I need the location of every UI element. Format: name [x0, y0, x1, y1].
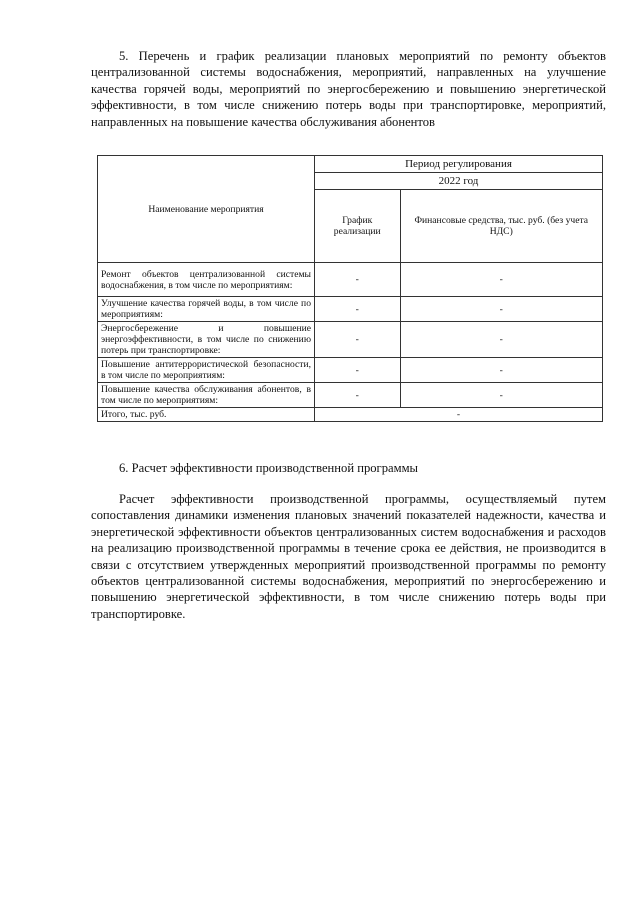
table-row	[98, 322, 603, 358]
section-5-heading: 5. Перечень и график реализации плановых мероприятий по ремонту объектов централизованной системы водоснабжения, мероприятий, направленных на улучшение качества горячей воды, мероприятий по энергосбережению и повышению энергетической эффективности, в том числе снижению потерь воды при транспортировке, мероприятий, направленных на повышение качества обслуживания абонентов	[91, 49, 606, 129]
section-6-body: Расчет эффективности производственной программы, осуществляемый путем сопоставления динамики изменения плановых значений показателей надежности, качества и энергетической эффективности объектов централизованных систем водоснабжения и расходов на реализацию производственной программы в течение срока ее действия, не производится в связи с отсутствием утвержденных мероприятий производственной программы по ремонту объектов централизованной системы водоснабжения, мероприятий по энергосбережению и повышению энергетической эффективности, в том числе снижению потерь воды при транспортировке.	[91, 492, 606, 621]
row-schedule-value: -	[315, 263, 401, 297]
row-activity-name: Ремонт объектов централизованной системы водоснабжения, в том числе по мероприятиям:	[98, 263, 315, 297]
table-row	[98, 383, 603, 408]
row-schedule-value: -	[315, 297, 401, 322]
row-schedule-value: -	[315, 383, 401, 408]
row-finance-value: -	[400, 322, 603, 358]
row-activity-name: Повышение антитеррористической безопасности, в том числе по мероприятиям:	[98, 358, 315, 383]
row-finance-value: -	[400, 358, 603, 383]
table-row	[98, 358, 603, 383]
row-finance-value: -	[400, 297, 603, 322]
row-schedule-value: -	[315, 322, 401, 358]
row-activity-name: Энергосбережение и повышение энергоэффективности, в том числе по снижению потерь при транспортировке:	[98, 322, 315, 358]
table-row	[98, 297, 603, 322]
activities-table	[97, 155, 603, 422]
section-6-heading: 6. Расчет эффективности производственной программы	[119, 461, 418, 475]
row-activity-name: Повышение качества обслуживания абонентов, в том числе по мероприятиям:	[98, 383, 315, 408]
finance-column-header: Финансовые средства, тыс. руб. (без учета НДС)	[400, 190, 603, 263]
total-label: Итого, тыс. руб.	[98, 408, 315, 422]
row-schedule-value: -	[315, 358, 401, 383]
schedule-column-header: График реализации	[315, 190, 401, 263]
activity-name-column-header: Наименование мероприятия	[98, 156, 315, 263]
total-value: -	[315, 408, 603, 422]
row-finance-value: -	[400, 263, 603, 297]
regulation-period-header: Период регулирования	[315, 156, 603, 173]
year-header: 2022 год	[315, 173, 603, 190]
total-row	[98, 408, 603, 422]
table-row	[98, 263, 603, 297]
row-activity-name: Улучшение качества горячей воды, в том числе по мероприятиям:	[98, 297, 315, 322]
row-finance-value: -	[400, 383, 603, 408]
